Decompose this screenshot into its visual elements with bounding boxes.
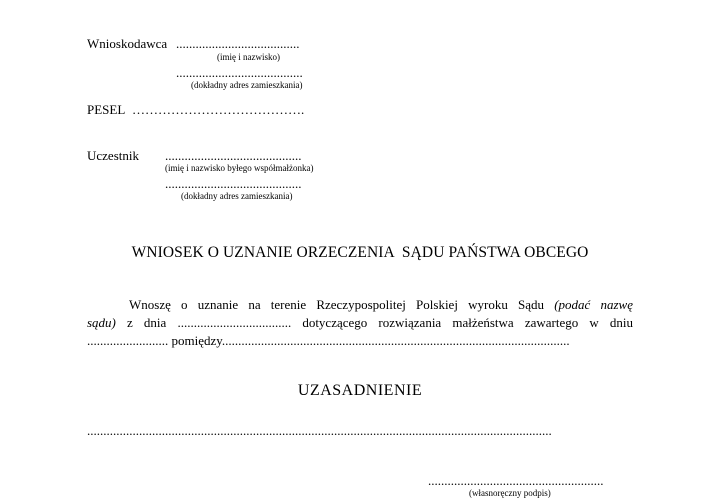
request-paragraph [87,296,633,350]
participant-address-caption: (dokładny adres zamieszkania) [181,191,293,201]
request-line-1 [87,296,633,314]
request-line-2 [87,314,633,332]
applicant-name-field: ...................................... [176,36,300,51]
signature-caption: (własnoręczny podpis) [469,488,551,498]
request-line-3: ......................... pomiędzy........................................................................................................... [87,333,570,348]
signature-field: ...................................................... [428,473,604,488]
applicant-address-field: ....................................... [176,65,303,80]
applicant-label: Wnioskodawca [87,36,168,51]
pesel-field: …………………………………. [132,102,305,117]
applicant-name-caption: (imię i nazwisko) [217,52,280,62]
request-line-1-italic: (podać nazwę [554,297,633,312]
participant-name-caption: (imię i nazwisko byłego współmałżonka) [165,163,314,173]
request-line-2-italic: sądu) [87,315,116,330]
participant-name-field: .......................................... [165,148,302,163]
applicant-address-caption: (dokładny adres zamieszkania) [191,80,303,90]
pesel-label: PESEL [87,102,126,117]
request-line-1-text: Wnoszę o uznanie na terenie Rzeczypospolitej Polskiej wyroku Sądu [129,297,545,312]
request-line-2-text: z dnia ................................... dotyczącego rozwiązania małżeństwa zawartego w dniu [127,315,633,330]
participant-label: Uczestnik [87,148,139,163]
justification-heading: UZASADNIENIE [297,382,423,399]
justification-field: ............................................................................................................................................... [87,423,552,438]
participant-address-field: .......................................... [165,176,302,191]
document-title: WNIOSEK O UZNANIE ORZECZENIA SĄDU PAŃSTWA OBCEGO [131,244,589,261]
